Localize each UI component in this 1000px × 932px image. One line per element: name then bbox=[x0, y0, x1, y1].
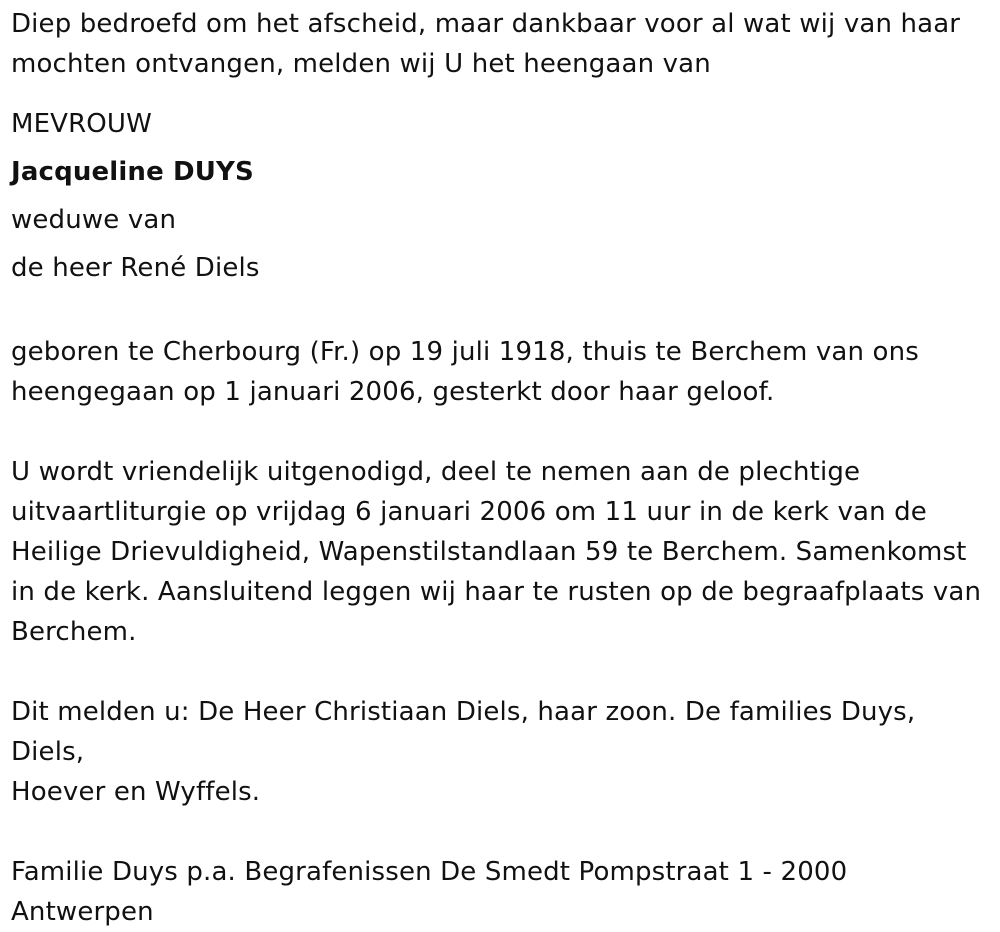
spouse-name: de heer René Diels bbox=[11, 253, 260, 283]
invitation-line-2: uitvaartliturgie op vrijdag 6 januari 2006 om 11 uur in de kerk van de bbox=[11, 497, 927, 527]
honorific: MEVROUW bbox=[11, 109, 152, 139]
invitation-line-4: in de kerk. Aansluitend leggen wij haar te rusten op de begraafplaats van bbox=[11, 577, 982, 607]
address-line-1: Familie Duys p.a. Begrafenissen De Smedt Pompstraat 1 - 2000 bbox=[11, 857, 848, 887]
invitation-line-1: U wordt vriendelijk uitgenodigd, deel te nemen aan de plechtige bbox=[11, 457, 861, 487]
intro-line-2: mochten ontvangen, melden wij U het heengaan van bbox=[11, 49, 711, 79]
invitation-line-5: Berchem. bbox=[11, 617, 137, 647]
intro-paragraph bbox=[11, 4, 996, 84]
birth-line-1: geboren te Cherbourg (Fr.) op 19 juli 1918, thuis te Berchem van ons bbox=[11, 337, 919, 367]
widow-of-label: weduwe van bbox=[11, 205, 177, 235]
obituary-notice bbox=[11, 4, 996, 932]
deceased-name: Jacqueline DUYS bbox=[11, 157, 254, 187]
spacer bbox=[11, 412, 996, 452]
invitation-line-3: Heilige Drievuldigheid, Wapenstilstandlaan 59 te Berchem. Samenkomst bbox=[11, 537, 967, 567]
announcers-paragraph bbox=[11, 692, 996, 812]
invitation-paragraph bbox=[11, 452, 996, 652]
spacer bbox=[11, 292, 996, 332]
birth-line-2: heengegaan op 1 januari 2006, gesterkt door haar geloof. bbox=[11, 377, 775, 407]
announcers-line-2: Hoever en Wyffels. bbox=[11, 777, 261, 807]
spacer bbox=[11, 812, 996, 852]
address-paragraph bbox=[11, 852, 996, 932]
spacer bbox=[11, 652, 996, 692]
intro-line-1: Diep bedroefd om het afscheid, maar dankbaar voor al wat wij van haar bbox=[11, 9, 961, 39]
birth-paragraph bbox=[11, 332, 996, 412]
announcers-line-1: Dit melden u: De Heer Christiaan Diels, haar zoon. De families Duys, Diels, bbox=[11, 697, 916, 767]
address-line-2: Antwerpen bbox=[11, 897, 154, 927]
